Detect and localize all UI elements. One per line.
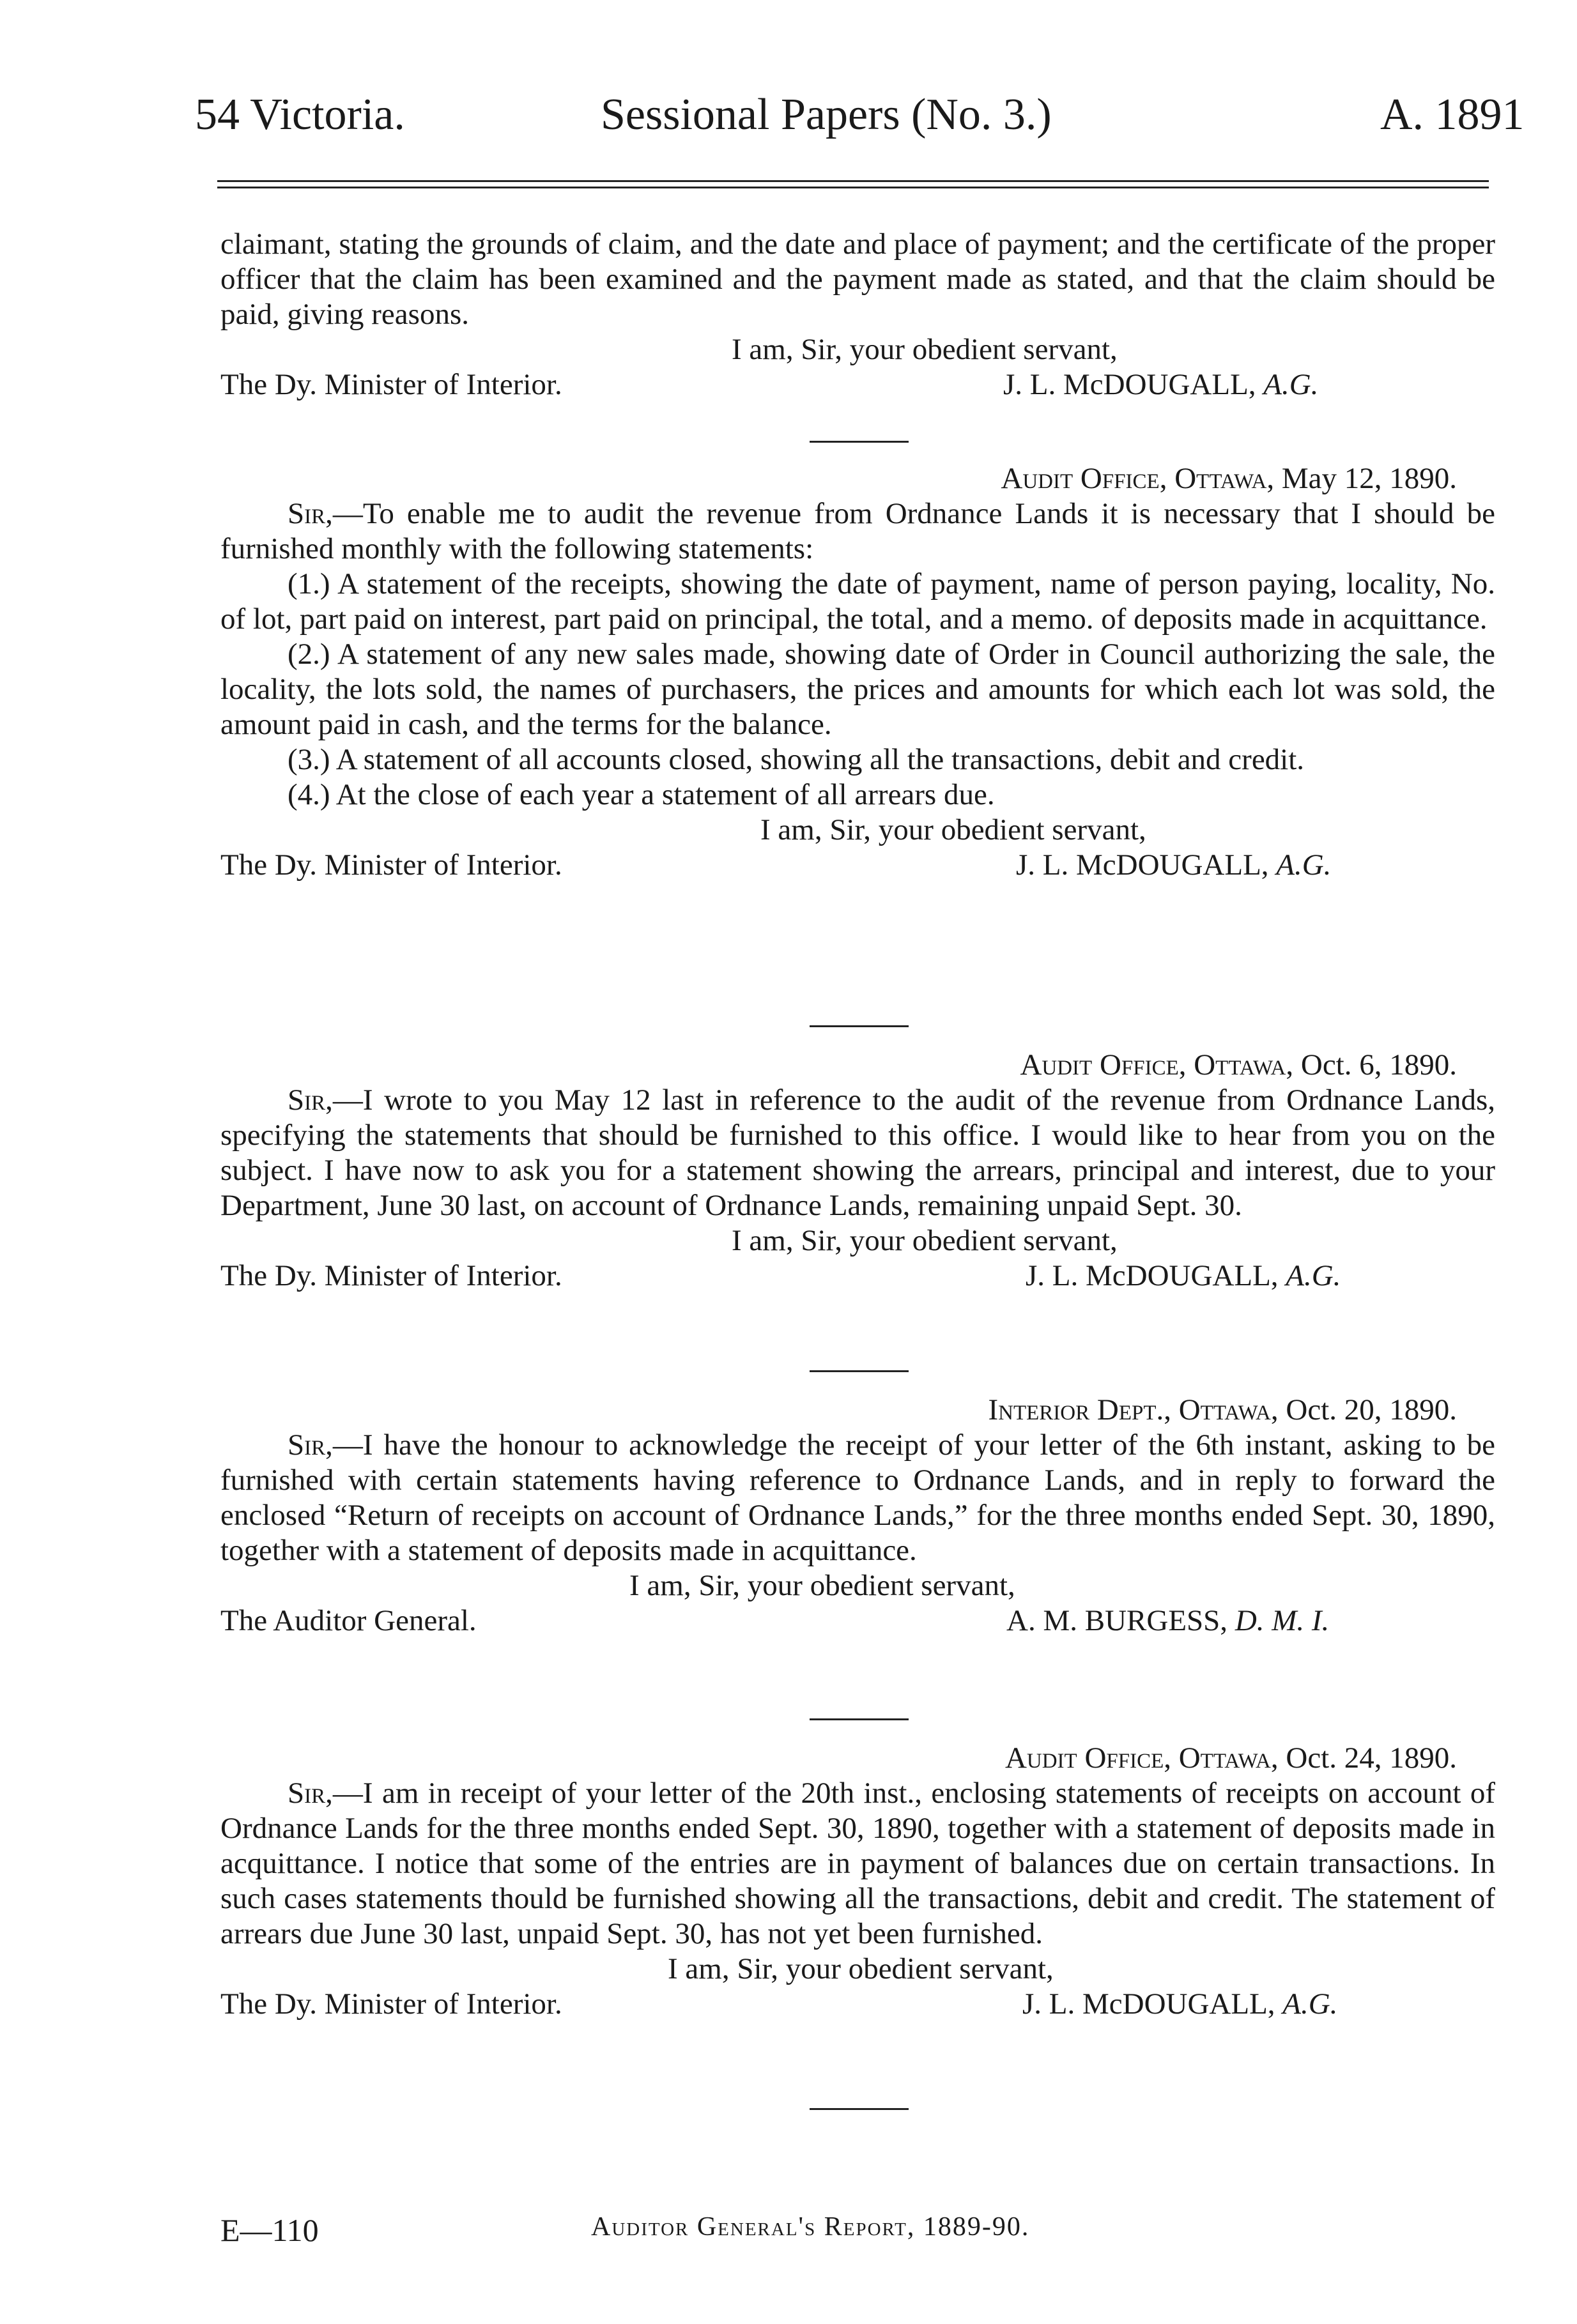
letter-2-dateline [220, 461, 1495, 496]
letter-5-closing-text: I am, Sir, your obedient servant, [668, 1952, 1054, 1985]
letter-1 [220, 227, 1495, 402]
letter-4-signature-title: D. M. I. [1235, 1604, 1330, 1637]
letter-2-signature: J. L. McDOUGALL, [1016, 848, 1269, 882]
letter-2-paragraph [220, 496, 1495, 567]
letter-4-paragraph-text: —I have the honour to acknowledge the receipt of your letter of the 6th instant, asking to be furnished with certain statements having reference to Ordnance Lands, and in reply to forward the enclosed “Return of receipts on account of Ordnance Lands,” for the three months ended Sept. 30, 1890, together with a statement of deposits made in acquittance. [220, 1428, 1495, 1567]
footer-report-title: Auditor General's Report, 1889-90. [591, 2212, 1030, 2242]
letter-5-paragraph-text: —I am in receipt of your letter of the 20th inst., enclosing statements of receipts on account of Ordnance Lands for the three months ended Sept. 30, 1890, together with a statement of deposits made in acquittance. I notice that some of the entries are in payment of balances due on certain transactions. In such cases statements thould be furnished showing all the transactions, debit and credit. The statement of arrears due June 30 last, unpaid Sept. 30, has not yet been furnished. [220, 1777, 1495, 1950]
letter-1-addressee: The Dy. Minister of Interior. [220, 368, 562, 401]
letter-1-signature-title: A.G. [1263, 368, 1319, 401]
footer-page-number: E—110 [220, 2212, 319, 2248]
letter-3-place: Audit Office, Ottawa, [1020, 1048, 1294, 1082]
letter-3-paragraph [220, 1083, 1495, 1223]
separator-4 [810, 1718, 909, 1720]
letter-5-signature-line [220, 1987, 1495, 2022]
letter-2-date: May 12, 1890. [1281, 462, 1457, 495]
letter-3 [220, 1048, 1495, 1294]
letter-2-place: Audit Office, Ottawa, [1001, 462, 1275, 495]
letter-3-dateline [220, 1048, 1495, 1083]
letter-5-signature: J. L. McDOUGALL, [1022, 1987, 1275, 2021]
letter-2-item-3: (3.) A statement of all accounts closed, showing all the transactions, debit and credit. [288, 743, 1305, 776]
letter-4-salutation: Sir, [288, 1428, 333, 1462]
letter-3-date: Oct. 6, 1890. [1300, 1048, 1457, 1082]
letter-1-paragraph: claimant, stating the grounds of claim, and the date and place of payment; and the certificate of the proper officer that the claim has been examined and the payment made as stated, and that the claim should be paid, giving reasons. [220, 227, 1495, 331]
letter-5-closing [220, 1952, 1495, 1987]
letter-5-dateline [220, 1741, 1495, 1776]
letter-2-signature-line [220, 848, 1495, 883]
letter-4-signature: A. M. BURGESS, [1006, 1604, 1228, 1637]
letter-1-signature-line [220, 367, 1495, 402]
letter-4-closing [220, 1568, 1495, 1603]
separator-2 [810, 1025, 909, 1027]
letter-5-addressee: The Dy. Minister of Interior. [220, 1987, 562, 2021]
letter-4 [220, 1393, 1495, 1639]
letter-2-signature-title: A.G. [1276, 848, 1332, 882]
letter-5-salutation: Sir, [288, 1777, 333, 1810]
letter-2-item-1: (1.) A statement of the receipts, showing the date of payment, name of person paying, locality, No. of lot, part paid on interest, part paid on principal, the total, and a memo. of deposits made in acquittance. [220, 567, 1495, 636]
letter-4-signature-line [220, 1603, 1495, 1639]
letter-3-signature-title: A.G. [1286, 1259, 1341, 1292]
letter-3-addressee: The Dy. Minister of Interior. [220, 1259, 562, 1292]
letter-4-closing-text: I am, Sir, your obedient servant, [629, 1569, 1015, 1602]
letter-5-date: Oct. 24, 1890. [1286, 1741, 1457, 1775]
letter-2 [220, 461, 1495, 883]
letter-1-closing [220, 332, 1495, 367]
letter-2-addressee: The Dy. Minister of Interior. [220, 848, 562, 882]
letter-5-signature-title: A.G. [1282, 1987, 1338, 2021]
letter-3-closing-text: I am, Sir, your obedient servant, [732, 1224, 1118, 1257]
letter-4-addressee: The Auditor General. [220, 1604, 477, 1637]
letter-3-salutation: Sir, [288, 1083, 333, 1117]
header-rule-top [217, 180, 1489, 182]
letter-2-closing-text: I am, Sir, your obedient servant, [760, 813, 1146, 846]
letter-3-closing [220, 1223, 1495, 1258]
letter-4-paragraph [220, 1428, 1495, 1568]
page-footer [220, 2212, 1492, 2250]
letter-2-salutation: Sir, [288, 497, 333, 530]
header-session: 54 Victoria. [195, 90, 405, 139]
letter-2-closing [220, 813, 1495, 848]
letter-1-signature: J. L. McDOUGALL, [1003, 368, 1256, 401]
separator-5 [810, 2108, 909, 2110]
letter-3-signature: J. L. McDOUGALL, [1026, 1259, 1279, 1292]
letter-3-signature-line [220, 1258, 1495, 1294]
letter-5-place: Audit Office, Ottawa, [1004, 1741, 1279, 1775]
letter-5 [220, 1741, 1495, 2022]
letter-3-paragraph-text: —I wrote to you May 12 last in reference to the audit of the revenue from Ordnance Lands, specifying the statements that should be furnished to this office. I would like to hear from you on the subject. I have now to ask you for a statement showing the arrears, principal and interest, due to your Department, June 30 last, on account of Ordnance Lands, remaining unpaid Sept. 30. [220, 1083, 1495, 1222]
letter-1-closing-text: I am, Sir, your obedient servant, [732, 333, 1118, 366]
header-sessional-papers: Sessional Papers (No. 3.) [601, 90, 1052, 139]
letter-2-item-2: (2.) A statement of any new sales made, showing date of Order in Council authorizing the sale, the locality, the lots sold, the names of purchasers, the prices and amounts for which each lot was sold, the amount paid in cash, and the terms for the balance. [220, 638, 1495, 741]
letter-4-dateline [220, 1393, 1495, 1428]
letter-2-paragraph-text: —To enable me to audit the revenue from Ordnance Lands it is necessary that I should be furnished monthly with the following statements: [220, 497, 1495, 565]
separator-1 [810, 441, 909, 443]
letter-2-item-4: (4.) At the close of each year a statement of all arrears due. [288, 778, 995, 811]
separator-3 [810, 1370, 909, 1372]
letter-4-place: Interior Dept., Ottawa, [988, 1393, 1279, 1426]
letter-4-date: Oct. 20, 1890. [1286, 1393, 1457, 1426]
header-year: A. 1891 [1380, 90, 1525, 139]
letter-5-paragraph [220, 1776, 1495, 1952]
header-rule-bottom [217, 187, 1489, 188]
